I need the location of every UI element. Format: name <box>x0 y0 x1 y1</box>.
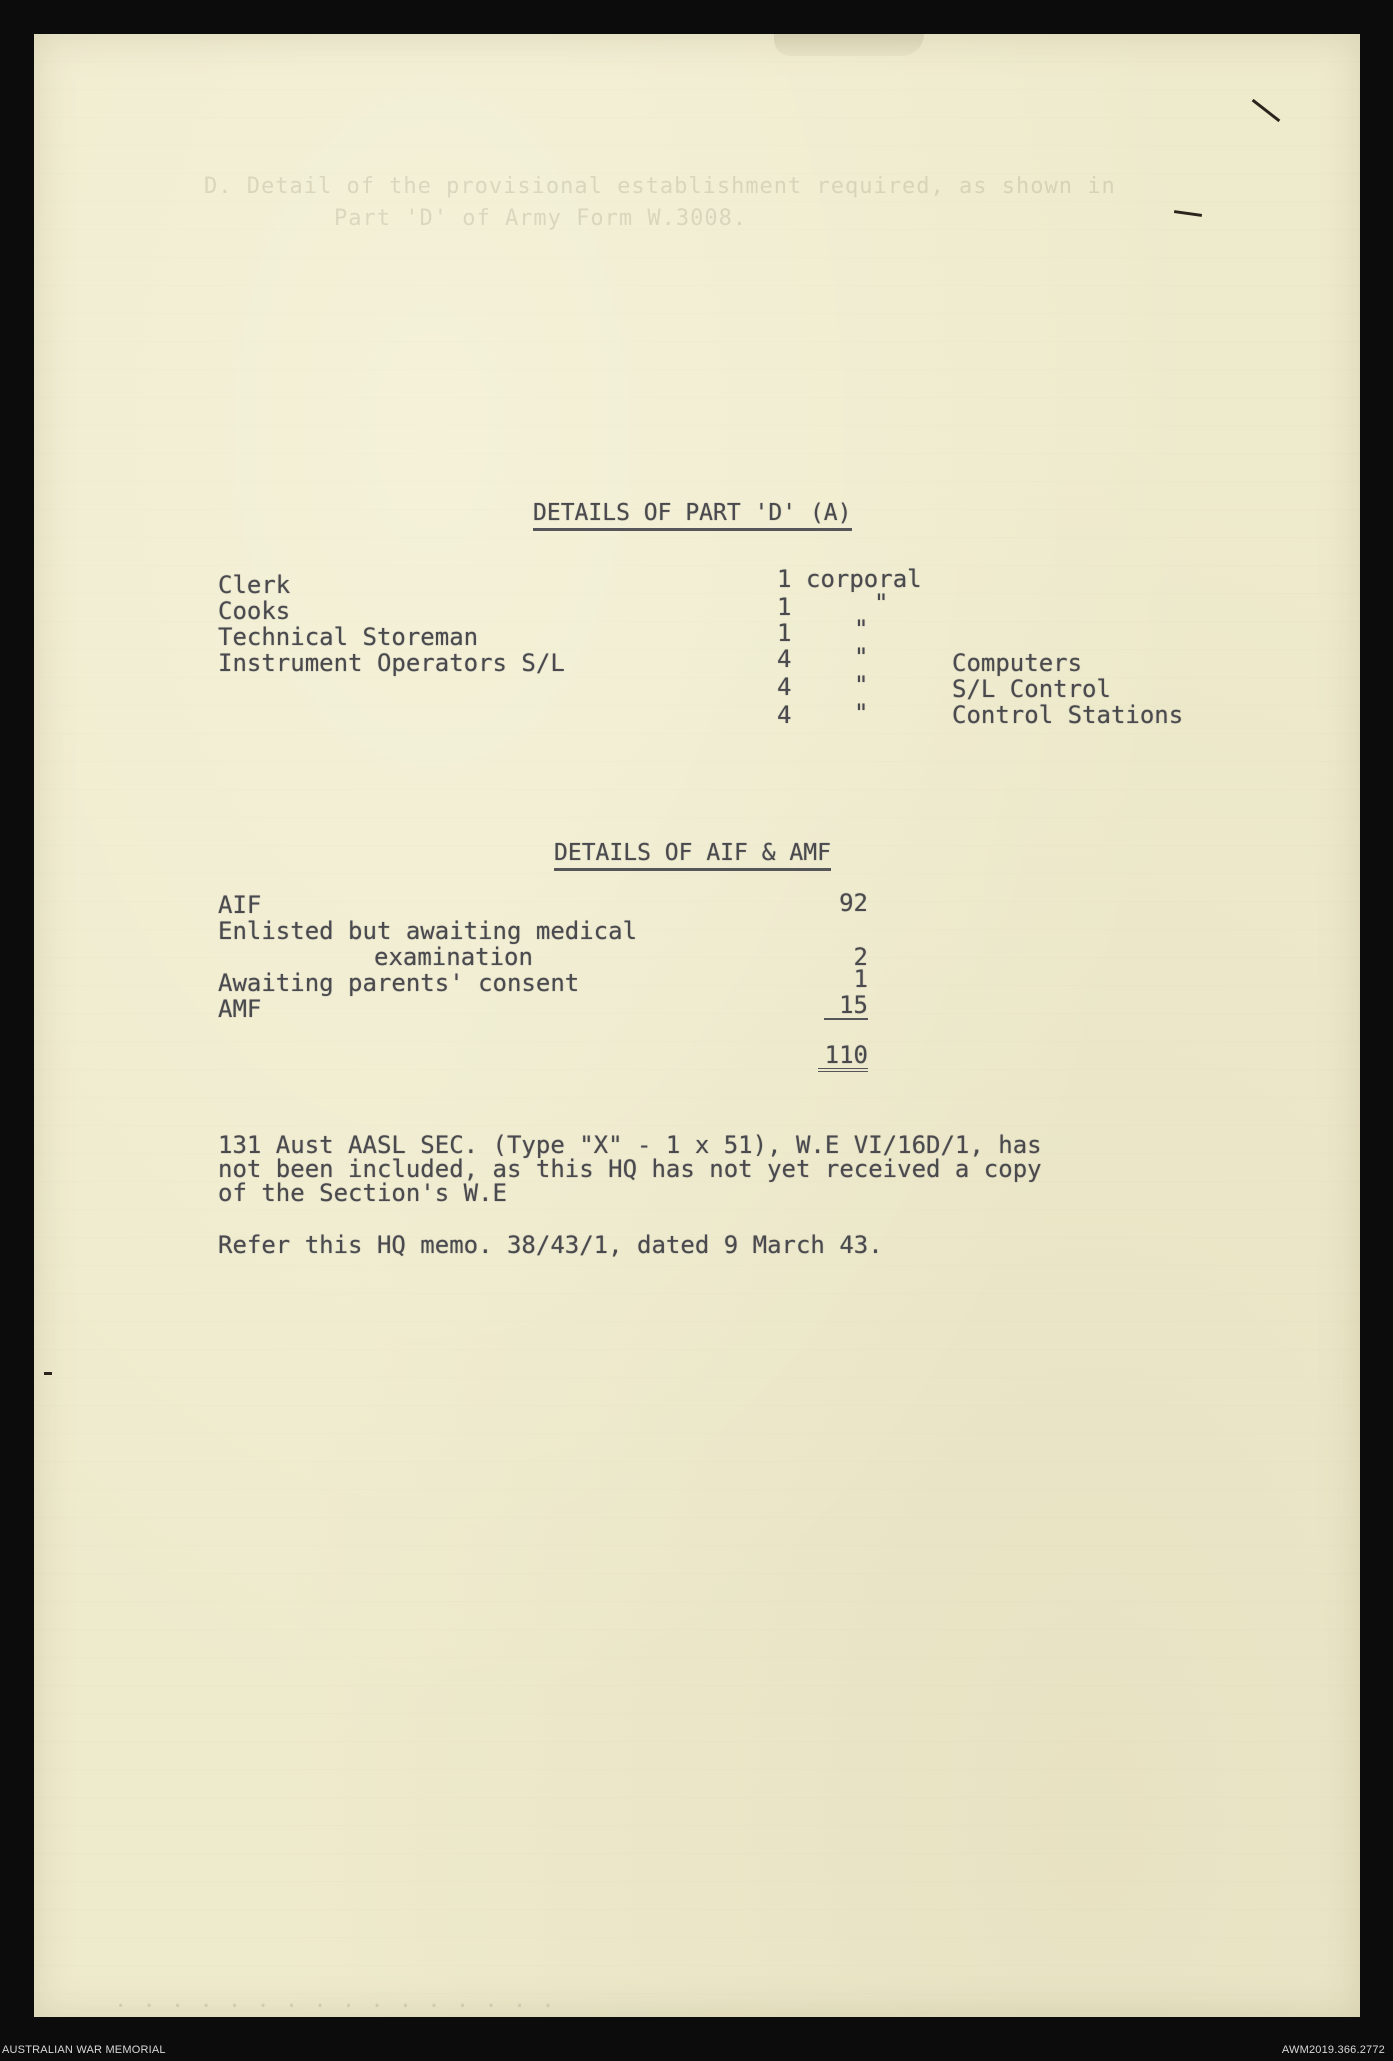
note-line: of the Section's W.E <box>218 1179 507 1207</box>
part-d-note: S/L Control <box>952 675 1111 703</box>
aif-amf-label: AIF <box>218 891 262 919</box>
note-line: not been included, as this HQ has not yet received a copy <box>218 1155 1042 1183</box>
aif-amf-label: Enlisted but awaiting medical <box>218 917 638 945</box>
part-d-heading: DETAILS OF PART 'D' (A) <box>533 500 852 531</box>
footer-accession: AWM2019.366.2772 <box>1281 2044 1385 2056</box>
show-through-text: · · · · · · · · · · · · · · · · <box>114 1994 556 2019</box>
aif-amf-value: 92 <box>839 889 868 917</box>
part-d-qty: 1 <box>777 593 792 621</box>
show-through-text: D. Detail of the provisional establishment required, as shown in <box>204 174 1116 199</box>
part-d-role: Cooks <box>218 597 291 625</box>
aif-amf-heading: DETAILS OF AIF & AMF <box>554 840 831 871</box>
ink-mark <box>44 1372 52 1375</box>
aif-amf-label: examination <box>374 943 533 971</box>
aif-amf-value: 2 <box>853 943 868 971</box>
show-through-text: Part 'D' of Army Form W.3008. <box>334 206 748 231</box>
part-d-rank: " <box>874 589 889 617</box>
note-line: 131 Aust AASL SEC. (Type "X" - 1 x 51), W.E VI/16D/1, has <box>218 1131 1042 1159</box>
document-page <box>34 34 1360 2017</box>
ink-mark <box>1252 99 1281 122</box>
part-d-rank: " <box>854 643 869 671</box>
part-d-rank: " <box>854 671 869 699</box>
part-d-qty: 4 <box>777 701 792 729</box>
part-d-role: Clerk <box>218 571 291 599</box>
aif-amf-total: 110 <box>818 1042 868 1072</box>
part-d-qty: 4 <box>777 645 792 673</box>
aif-amf-label: Awaiting parents' consent <box>218 969 580 997</box>
aif-amf-label: AMF <box>218 995 262 1023</box>
paper-tear <box>774 34 924 56</box>
part-d-qty: 1 <box>777 565 792 593</box>
part-d-role: Technical Storeman <box>218 623 479 651</box>
aif-amf-value: 1 <box>853 965 868 993</box>
part-d-qty: 1 <box>777 619 792 647</box>
part-d-qty: 4 <box>777 673 792 701</box>
part-d-rank: corporal <box>806 565 922 593</box>
aif-amf-value: 15 <box>824 992 868 1020</box>
part-d-role: Instrument Operators S/L <box>218 649 565 677</box>
part-d-note: Computers <box>952 649 1083 677</box>
part-d-rank: " <box>854 615 869 643</box>
part-d-note: Control Stations <box>952 701 1184 729</box>
reference-line: Refer this HQ memo. 38/43/1, dated 9 March 43. <box>218 1231 883 1259</box>
ink-mark <box>1174 210 1202 217</box>
part-d-rank: " <box>854 699 869 727</box>
footer-institution: AUSTRALIAN WAR MEMORIAL <box>2 2044 166 2056</box>
